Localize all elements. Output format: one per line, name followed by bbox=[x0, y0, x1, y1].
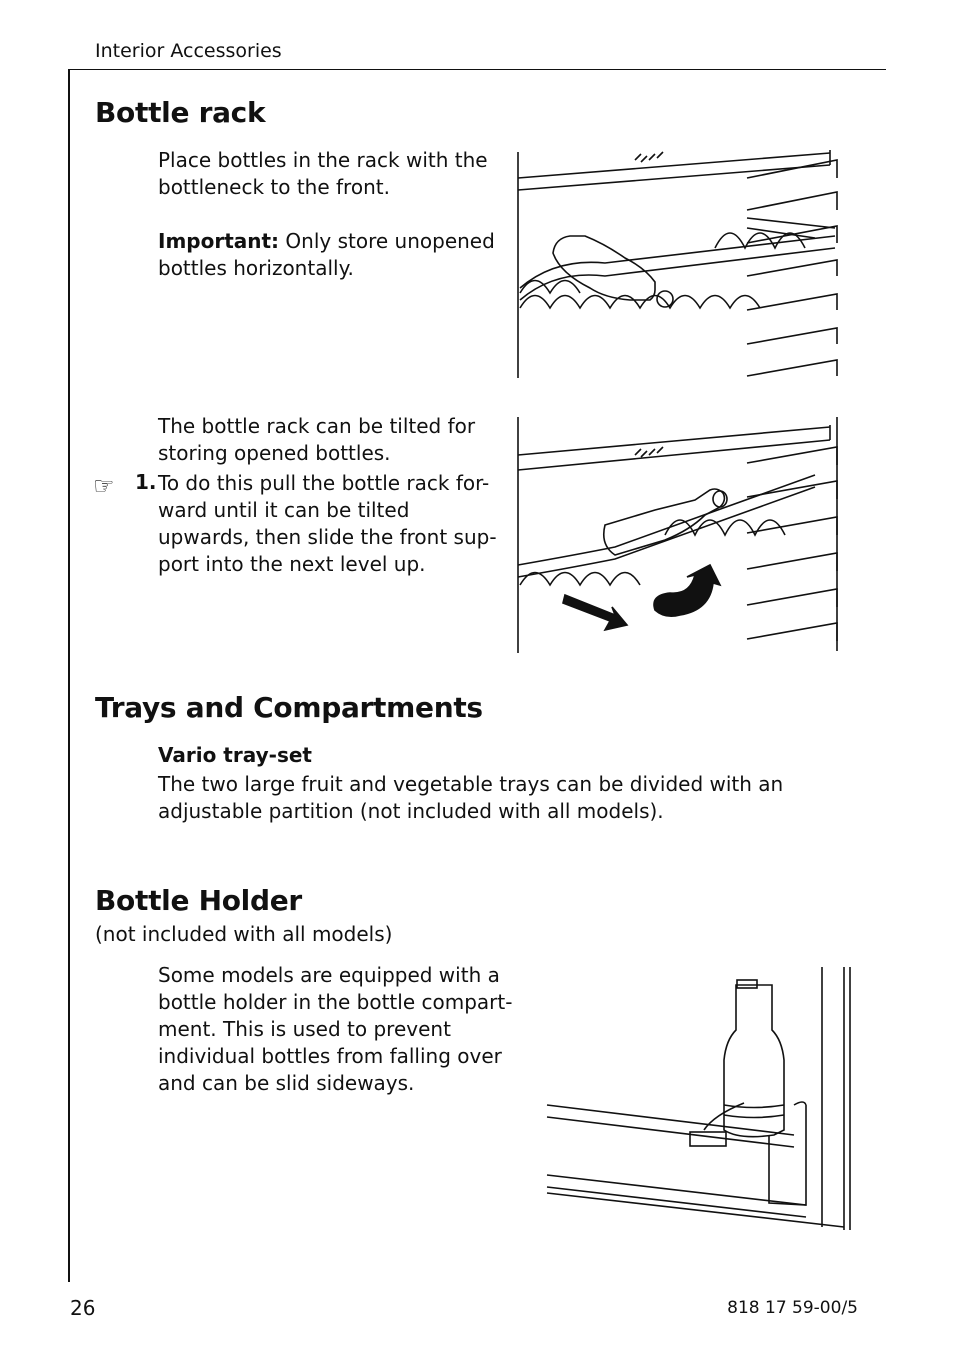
header-rule bbox=[68, 69, 886, 70]
document-code: 818 17 59-00/5 bbox=[727, 1298, 858, 1318]
bottle-rack-title: Bottle rack bbox=[95, 96, 266, 129]
left-margin-rule bbox=[68, 69, 70, 1282]
important-label: Important: bbox=[158, 229, 280, 253]
bottle-holder-title: Bottle Holder bbox=[95, 884, 302, 917]
bottle-holder-text: Some models are equipped with a bottle holder in the bottle compart-ment. This is used to prevent individual bottles from falling over and can be slid sideways. bbox=[158, 963, 513, 1095]
tilt-text: The bottle rack can be tilted for storing opened bottles. bbox=[158, 414, 476, 465]
bottle-rack-important bbox=[158, 228, 498, 282]
step-number: 1. bbox=[135, 470, 157, 494]
bottle-rack-intro: Place bottles in the rack with the bottleneck to the front. bbox=[158, 148, 488, 199]
step-text: To do this pull the bottle rack for-ward until it can be tilted upwards, then slide the front sup-port into the next level up. bbox=[158, 471, 497, 576]
tilted-rack-illustration bbox=[515, 415, 845, 655]
important-text: Only store unopened bottles horizontally. bbox=[158, 229, 495, 280]
section-header: Interior Accessories bbox=[95, 40, 282, 62]
pointing-hand-icon: ☞ bbox=[93, 472, 115, 500]
trays-title: Trays and Compartments bbox=[95, 691, 483, 724]
bottle-holder-note: (not included with all models) bbox=[95, 922, 393, 946]
trays-text: The two large fruit and vegetable trays can be divided with an adjustable partition (not included with all models). bbox=[158, 772, 784, 823]
bottle-rack-illustration bbox=[515, 148, 845, 380]
bottle-holder-illustration bbox=[544, 965, 854, 1233]
vario-subtitle: Vario tray-set bbox=[158, 743, 312, 767]
page-number: 26 bbox=[70, 1296, 96, 1320]
